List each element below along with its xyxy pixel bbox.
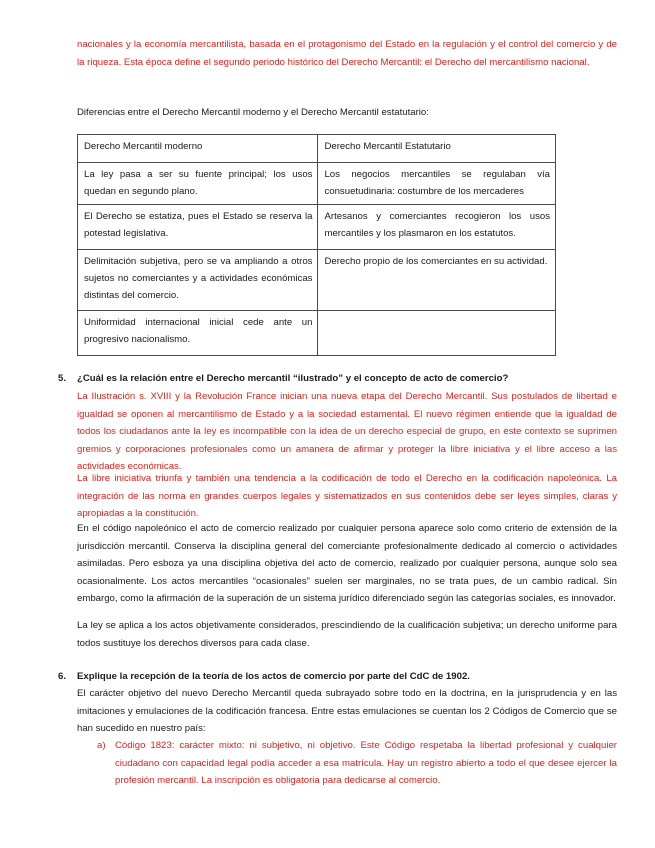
question-5-number: 5.	[58, 373, 67, 384]
question-5-black-paragraph-2: La ley se aplica a los actos objetivamente considerados, prescindiendo de la cualificación subjetiva; un derecho uniforme para todos sustituye los derechos diversos para cada clase.	[77, 620, 617, 649]
table-cell: Artesanos y comerciantes recogieron los usos mercantiles y los plasmaron en los estatutos.	[318, 205, 556, 250]
table-cell: Delimitación subjetiva, pero se va ampliando a otros sujetos no comerciantes y a actividades económicas distintas del comercio.	[78, 250, 318, 311]
table-header-cell: Derecho Mercantil moderno	[78, 135, 318, 163]
item-a-marker: a)	[97, 740, 106, 751]
table-header-row	[78, 135, 556, 163]
table-row	[78, 163, 556, 205]
table-cell: La ley pasa a ser su fuente principal; los usos quedan en segundo plano.	[78, 163, 318, 205]
question-6-title: Explique la recepción de la teoría de los actos de comercio por parte del CdC de 1902.	[77, 671, 470, 682]
question-5-title: ¿Cuál es la relación entre el Derecho mercantil “ilustrado” y el concepto de acto de comercio?	[77, 373, 509, 384]
table-cell: Uniformidad internacional inicial cede ante un progresivo nacionalismo.	[78, 311, 318, 356]
question-5-black-paragraph-1: En el código napoleónico el acto de comercio realizado por cualquier persona aparece solo como criterio de extensión de la jurisdicción mercantil. Conserva la disciplina general del comerciante profesionalmente dedicado al comercio o actividades asimiladas. Pero esboza ya una disciplina objetiva del acto de comercio, realizado por cualquier persona, aunque solo sea ocasionalmente. Los actos mercantiles “ocasionales” suelen ser marginales, no se trata pues, de un cambio radical. Sin embargo, como la afirmación de la superación de un sistema jurídico diferenciado según las categorías sociales, es innovador.	[77, 523, 617, 604]
table-caption: Diferencias entre el Derecho Mercantil moderno y el Derecho Mercantil estatutario:	[77, 107, 429, 118]
table-cell: El Derecho se estatiza, pues el Estado se reserva la potestad legislativa.	[78, 205, 318, 250]
question-6-black-paragraph: El carácter objetivo del nuevo Derecho Mercantil queda subrayado sobre todo en la doctrina, en la jurisprudencia y en las imitaciones y emulaciones de la codificación francesa. Entre estas emulaciones se cuentan los 2 Códigos de Comercio que se han sucedido en nuestro país:	[77, 688, 617, 734]
table-cell: Derecho propio de los comerciantes en su actividad.	[318, 250, 556, 311]
question-6-number: 6.	[58, 671, 67, 682]
question-5-red-paragraph-2: La libre iniciativa triunfa y también una tendencia a la codificación de todo el Derecho en la codificación napoleónica. La integración de las norma en grandes cuerpos legales y sistematizados en sus contenidos debe ser leyes simples, claras y apropiadas a la constitución.	[77, 473, 617, 519]
table-row	[78, 205, 556, 250]
item-a-text: Código 1823: carácter mixto: ni subjetivo, ni objetivo. Este Código respetaba la libertad profesional y cualquier ciudadano con capacidad legal podía acceder a esa matrícula. Hay un registro abierto a todo el que desee ejercer la profesión mercantil. La inscripción es obligatoria para dedicarse al comercio.	[115, 740, 617, 786]
table-cell: Los negocios mercantiles se regulaban vía consuetudinaria: costumbre de los mercaderes	[318, 163, 556, 205]
intro-red-paragraph: nacionales y la economía mercantilista, basada en el protagonismo del Estado en la regulación y el control del comercio y de la riqueza. Esta época define el segundo periodo histórico del Derecho Mercantil: el Derecho del mercantilismo nacional.	[77, 39, 617, 68]
table-header-cell: Derecho Mercantil Estatutario	[318, 135, 556, 163]
table-row	[78, 311, 556, 356]
question-5-red-paragraph-1: La Ilustración s. XVIII y la Revolución France inician una nueva etapa del Derecho Mercantil. Sus postulados de libertad e igualdad se oponen al mercantilismo de Estado y a la sociedad estamental. El nuevo régimen entiende que la igualdad de todos los ciudadanos ante la ley es incompatible con la idea de un derecho especial de grupo, en este contexto se suprimen gremios y corporaciones profesionales como un amanera de afirmar y proteger la libre iniciativa y el libre acceso a las actividades económicas.	[77, 391, 617, 472]
comparison-table	[77, 134, 556, 356]
table-row	[78, 250, 556, 311]
table-cell	[318, 311, 556, 356]
